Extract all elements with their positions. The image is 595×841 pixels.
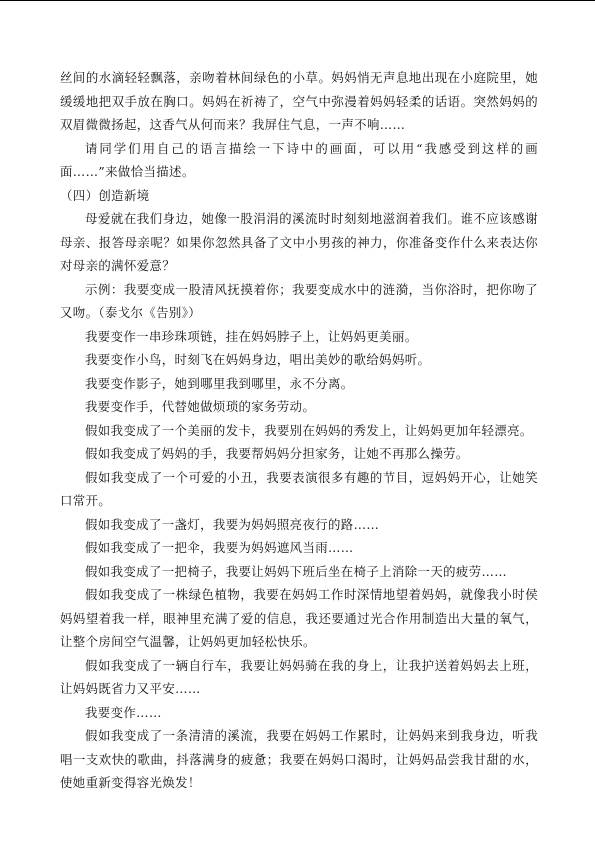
answer-line: 假如我变成了一盏灯，我要为妈妈照亮夜行的路…… <box>85 516 380 532</box>
prompt-paragraph: 母爱就在我们身边，她像一股涓涓的溪流时时刻刻地滋润着我们。谁不应该感谢母亲、报答母亲呢？如果你忽然具备了文中小男孩的神力，你准备变作什么来表达你对母亲的满怀爱意？ <box>60 211 538 273</box>
top-rule <box>0 0 595 1</box>
answer-line: 我要变作一串珍珠项链，挂在妈妈脖子上，让妈妈更美丽。 <box>85 328 418 344</box>
answer-line: 我要变作手，代替她做烦琐的家务劳动。 <box>85 399 316 414</box>
answer-line: 我要变作小鸟，时刻飞在妈妈身边，唱出美妙的歌给妈妈听。 <box>85 352 431 367</box>
answer-line: 我要变作…… <box>85 704 162 720</box>
section-heading: （四）创造新境 <box>60 187 150 203</box>
answer-line: 假如我变成了一把伞，我要为妈妈遮风当雨…… <box>85 540 354 555</box>
answer-line: 假如我变成了一个可爱的小丑，我要表演很多有趣的节目，逗妈妈开心，让她笑口常开。 <box>60 469 538 508</box>
answer-line: 我要变作影子，她到哪里我到哪里，永不分离。 <box>85 375 354 391</box>
answer-line: 假如我变成了一把椅子，我要让妈妈下班后坐在椅子上消除一天的疲劳…… <box>85 563 508 579</box>
poem-scene-paragraph: 丝间的水滴轻轻飘落，亲吻着林间绿色的小草。妈妈悄无声息地出现在小庭院里，她缓缓地把双手放在胸口。妈妈在祈祷了，空气中弥漫着妈妈轻柔的话语。突然妈妈的双眉微微扬起，这香气从何而来？我屏住气息，一声不响…… <box>60 70 538 132</box>
answer-line: 假如我变成了一个美丽的发卡，我要别在妈妈的秀发上，让妈妈更加年轻漂亮。 <box>85 422 533 438</box>
answer-line: 假如我变成了一株绿色植物，我要在妈妈工作时深情地望着妈妈，就像我小时侯妈妈望着我一样，眼神里充满了爱的信息，我还要通过光合作用制造出大量的氧气，让整个房间空气温馨，让妈妈更加轻松快乐。 <box>60 587 538 649</box>
answer-line: 假如我变成了一条清清的溪流，我要在妈妈工作累时，让妈妈来到我身边，听我唱一支欢快的歌曲，抖落满身的疲惫；我要在妈妈口渴时，让妈妈品尝我甘甜的水，使她重新变得容光焕发！ <box>60 728 538 790</box>
document-body <box>60 66 538 795</box>
answer-line: 假如我变成了一辆自行车，我要让妈妈骑在我的身上，让我护送着妈妈去上班，让妈妈既省力又平安…… <box>60 657 538 696</box>
instruction-paragraph: 请同学们用自己的语言描绘一下诗中的画面，可以用“我感受到这样的画面……”来做恰当描述。 <box>60 140 538 179</box>
answer-line: 假如我变成了妈妈的手，我要帮妈妈分担家务，让她不再那么操劳。 <box>85 446 469 461</box>
example-paragraph: 示例：我要变成一股清风抚摸着你；我要变成水中的涟漪，当你浴时，把你吻了又吻。（泰戈尔《告别》） <box>60 281 538 320</box>
